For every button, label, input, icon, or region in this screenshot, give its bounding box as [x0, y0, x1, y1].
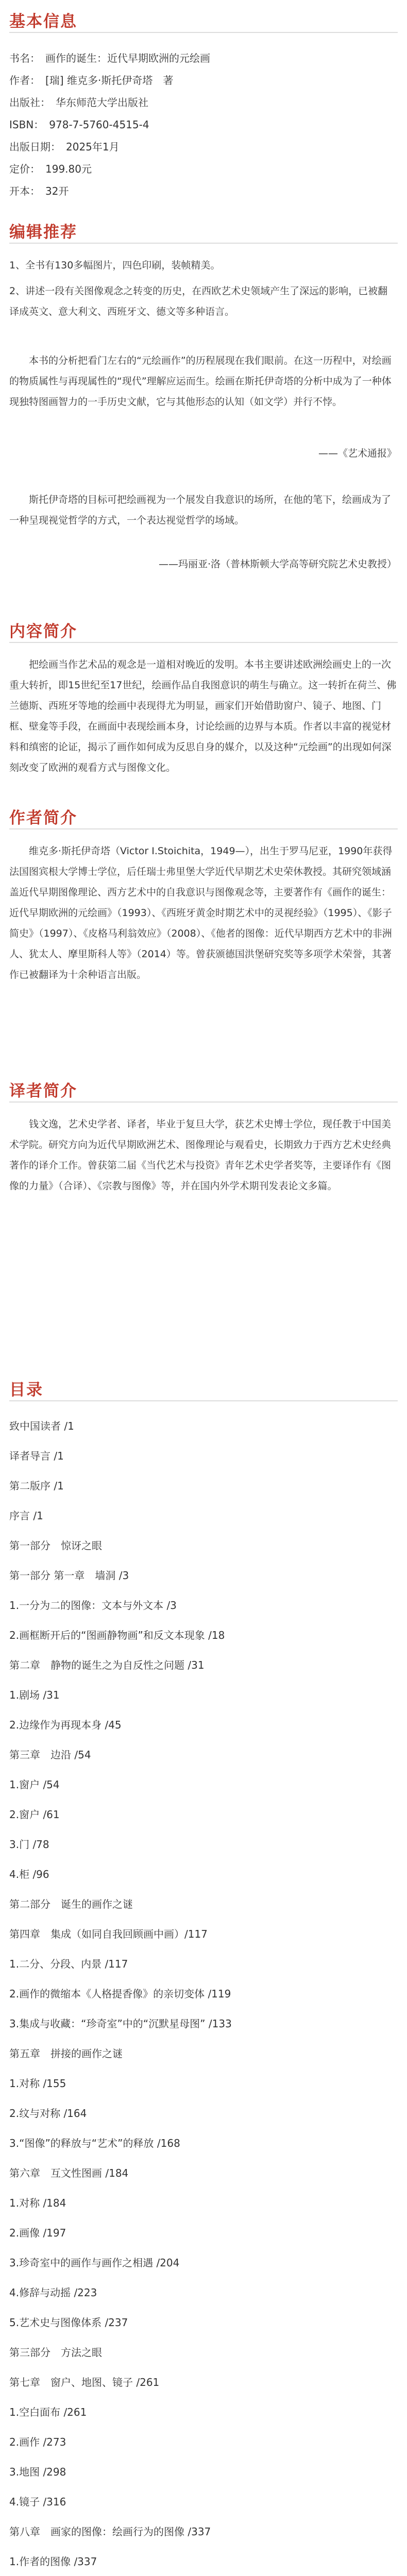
- toc-entry: 第六章 互文性图画 /184: [9, 2167, 129, 2179]
- toc-entry: 2.画作的微缩本《人格提香像》的亲切变体 /119: [9, 1988, 231, 2000]
- toc-entry: 1.剧场 /31: [9, 1689, 60, 1701]
- summary-paragraph: 把绘画当作艺术品的观念是一道相对晚近的发明。本书主要讲述欧洲绘画史上的一次重大转折，即15世纪至17世纪，绘画作品自我图意识的萌生与确立。这一转折在荷兰、佛兰德斯、西班牙等地的绘画中表现得尤为明显，画家们开始借助窗户、镜子、地图、门框、壁龛等手段，在画面中表现绘画本身，讨论绘画的边界与本质。作者以丰富的视觉材料和缜密的论证，揭示了画作如何成为反思自身的媒介，以及这种“元绘画”的出现如何深刻改变了欧洲的观看方式与图像文化。: [9, 659, 397, 773]
- toc-entry: 3.地图 /298: [9, 2466, 66, 2478]
- toc-entry: 4.柜 /96: [9, 1868, 49, 1880]
- section-divider: [9, 243, 398, 244]
- toc-entry: 第二版序 /1: [9, 1480, 64, 1492]
- toc-entry: 1.窗户 /54: [9, 1778, 60, 1791]
- toc-entry: 译者导言 /1: [9, 1450, 64, 1462]
- toc-entry: 序言 /1: [9, 1510, 43, 1522]
- toc-entry: 3.珍奇室中的画作与画作之相遇 /204: [9, 2257, 180, 2269]
- info-line: ISBN： 978-7-5760-4515-4: [9, 118, 149, 131]
- toc-entry: 第一部分 第一章 墙洞 /3: [9, 1569, 129, 1582]
- toc-entry: 第四章 集成（如同自我回顾画中画）/117: [9, 1928, 208, 1940]
- section-title-recommendation: 编辑推荐: [9, 223, 77, 242]
- section-title-author: 作者简介: [9, 809, 77, 827]
- toc-entry: 1.空白面布 /261: [9, 2406, 87, 2418]
- toc-entry: 1.一分为二的图像：文本与外文本 /3: [9, 1599, 177, 1612]
- review-quote: 本书的分析把看门左右的“元绘画作”的历程展现在我们眼前。在这一历程中，对绘画的物质属性与再现属性的“现代”理解应运而生。绘画在斯托伊奇塔的分析中成为了一种体现独特图画智力的一手历史文献，它与其他形态的认知（如文学）并行不悖。: [9, 355, 392, 408]
- section-divider: [9, 828, 398, 829]
- toc-entry: 3.“图像”的释放与“艺术”的释放 /168: [9, 2137, 180, 2149]
- info-line: 出版日期： 2025年1月: [9, 141, 120, 153]
- toc-entry: 2.纹与对称 /164: [9, 2107, 87, 2120]
- info-line: 定价： 199.80元: [9, 163, 92, 175]
- author-paragraph: 维克多·斯托伊奇塔（Victor I.Stoichita，1949—），出生于罗马尼亚，1990年获得法国图宾根大学博士学位，后任瑞士弗里堡大学近代早期艺术史荣休教授。其研究领域涵盖近代早期图像理论、西方艺术中的自我意识与图像观念等，主要著作有《画作的诞生：近代早期欧洲的元绘画》（1993）、《西班牙黄金时期艺术中的灵视经验》（1995）、《影子简史》（1997）、《皮格马利翁效应》（2008）、《他者的图像：近代早期西方艺术中的非洲人、犹太人、摩里斯科人等》（2014）等。曾获颁德国洪堡研究奖等多项学术荣誉，其著作已被翻译为十余种语言出版。: [9, 845, 393, 980]
- section-divider: [9, 1400, 398, 1401]
- toc-entry: 第三部分 方法之眼: [9, 2346, 102, 2359]
- toc-entry: 1.对称 /155: [9, 2077, 66, 2090]
- info-line: 书名： 画作的诞生：近代早期欧洲的元绘画: [9, 52, 210, 64]
- info-line: 出版社： 华东师范大学出版社: [9, 96, 148, 109]
- section-divider: [9, 642, 398, 643]
- recommendation-point: 1、全书有130多幅图片，四色印刷，装帧精美。: [9, 260, 221, 271]
- toc-entry: 2.画作 /273: [9, 2436, 66, 2448]
- toc-entry: 1.二分、分段、内景 /117: [9, 1958, 128, 1970]
- info-line: 开本： 32开: [9, 185, 69, 197]
- review-source: ——《艺术通报》: [318, 448, 397, 459]
- toc-entry: 3.集成与收藏：“珍奇室”中的“沉默星母图” /133: [9, 2018, 232, 2030]
- recommendation-point: 2、讲述一段有关图像观念之转变的历史，在西欧艺术史领域产生了深远的影响，已被翻译成英文、意大利文、西班牙文、德文等多种语言。: [9, 285, 388, 317]
- section-title-toc: 目录: [9, 1381, 43, 1399]
- toc-entry: 2.画框断开后的“图画静物画”和反文本现象 /18: [9, 1629, 225, 1641]
- toc-entry: 4.镜子 /316: [9, 2496, 66, 2508]
- toc-entry: 1.对称 /184: [9, 2197, 66, 2209]
- toc-entry: 1.作者的图像 /337: [9, 2555, 97, 2568]
- translator-paragraph: 钱文逸，艺术史学者、译者，毕业于复旦大学，获艺术史博士学位，现任教于中国美术学院。研究方向为近代早期欧洲艺术、图像理论与观看史，长期致力于西方艺术史经典著作的译介工作。曾获第二届《当代艺术与投资》青年艺术史学者奖等，主要译作有《图像的力量》（合译）、《宗教与图像》等，并在国内外学术期刊发表论文多篇。: [9, 1118, 392, 1192]
- toc-entry: 第五章 拼接的画作之谜: [9, 2047, 123, 2060]
- toc-entry: 第一部分 惊讶之眼: [9, 1539, 102, 1552]
- review-source: ——玛丽亚·洛（普林斯顿大学高等研究院艺术史教授）: [158, 558, 397, 570]
- review-quote: 斯托伊奇塔的目标可把绘画视为一个展发自我意识的场所，在他的笔下，绘画成为了一种呈现视觉哲学的方式，一个表达视觉哲学的场域。: [9, 494, 392, 526]
- toc-entry: 2.边缘作为再现本身 /45: [9, 1719, 122, 1731]
- toc-entry: 第七章 窗户、地图、镜子 /261: [9, 2376, 160, 2388]
- toc-entry: 2.窗户 /61: [9, 1808, 60, 1821]
- toc-entry: 第二部分 诞生的画作之谜: [9, 1898, 133, 1910]
- section-divider: [9, 1101, 398, 1103]
- toc-entry: 第二章 静物的诞生之为自反性之问题 /31: [9, 1659, 205, 1671]
- toc-entry: 致中国读者 /1: [9, 1420, 74, 1432]
- toc-entry: 5.艺术史与图像体系 /237: [9, 2316, 128, 2329]
- toc-entry: 第三章 边沿 /54: [9, 1749, 91, 1761]
- toc-entry: 3.门 /78: [9, 1838, 49, 1851]
- section-divider: [9, 32, 398, 33]
- info-line: 作者： [瑞] 维克多·斯托伊奇塔 著: [9, 74, 174, 87]
- section-title-summary: 内容简介: [9, 622, 77, 641]
- section-title-basic-info: 基本信息: [9, 12, 77, 31]
- toc-entry: 4.修辞与动摇 /223: [9, 2286, 97, 2299]
- toc-entry: 第八章 画家的图像：绘画行为的图像 /337: [9, 2526, 211, 2538]
- section-title-translator: 译者简介: [9, 1082, 77, 1100]
- toc-entry: 2.画像 /197: [9, 2227, 66, 2239]
